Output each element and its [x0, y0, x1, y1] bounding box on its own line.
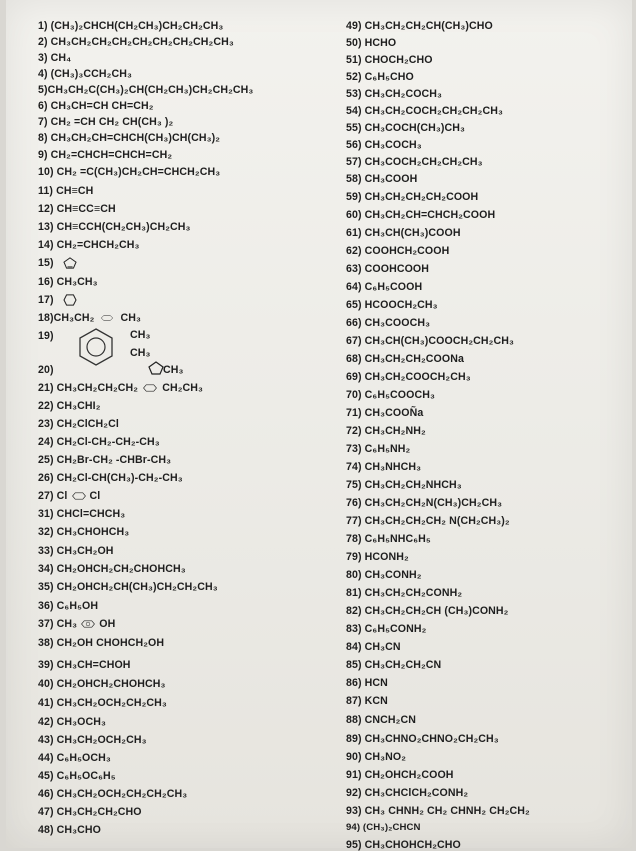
formula-number-20: 20)	[38, 364, 54, 376]
benzene-ring-icon	[81, 618, 95, 630]
formula-item-5: 5)CH₃CH₂C(CH₃)₂CH(CH₂CH₃)CH₂CH₂CH₃	[38, 84, 254, 96]
formula-item-58: 58) CH₃COOH	[346, 173, 418, 185]
formula-item-57: 57) CH₃COCH₂CH₂CH₂CH₃	[346, 156, 483, 168]
formula-item-93: 93) CH₃ CHNH₂ CH₂ CHNH₂ CH₂CH₂	[346, 805, 530, 817]
formula-item-19	[38, 330, 54, 342]
benzene-ring-icon	[76, 326, 116, 368]
formula-item-12: 12) CH≡CC≡CH	[38, 203, 116, 215]
formula-item-46: 46) CH₃CH₂OCH₂CH₂CH₂CH₃	[38, 788, 188, 800]
formula-item-95: 95) CH₃CHOHCH₂CHO	[346, 839, 461, 851]
formula-item-8: 8) CH₃CH₂CH=CHCH(CH₃)CH(CH₃)₂	[38, 132, 221, 144]
substituent-label: CH₂CH₃	[162, 382, 203, 394]
formula-item-82: 82) CH₃CH₂CH₂CH (CH₃)CONH₂	[346, 605, 509, 617]
formula-item-42: 42) CH₃OCH₃	[38, 716, 106, 728]
formula-item-18	[38, 312, 141, 324]
formula-item-25: 25) CH₂Br-CH₂ -CHBr-CH₃	[38, 454, 172, 466]
formula-item-16: 16) CH₃CH₃	[38, 276, 98, 288]
formula-item-53: 53) CH₃CH₂COCH₃	[346, 88, 443, 100]
formula-text-27: 27) Cl	[38, 490, 68, 502]
formula-item-68: 68) CH₃CH₂CH₂COONa	[346, 353, 464, 365]
formula-item-3: 3) CH₄	[38, 52, 72, 64]
cyclohexane-ring-icon	[143, 382, 157, 394]
formula-item-51: 51) CHOCH₂CHO	[346, 54, 433, 66]
formula-item-6: 6) CH₃CH=CH CH=CH₂	[38, 100, 154, 112]
cyclohexane-ring-icon	[63, 294, 77, 306]
formula-item-17	[38, 294, 77, 306]
formula-item-1: 1) (CH₃)₂CHCH(CH₂CH₃)CH₂CH₂CH₃	[38, 20, 224, 32]
formula-item-56: 56) CH₃COCH₃	[346, 139, 422, 151]
formula-item-31: 31) CHCl=CHCH₃	[38, 508, 126, 520]
formula-item-84: 84) CH₃CN	[346, 641, 401, 653]
formula-item-21	[38, 382, 203, 394]
formula-item-32: 32) CH₃CHOHCH₃	[38, 526, 130, 538]
worksheet-page	[6, 0, 632, 851]
formula-item-72: 72) CH₃CH₂NH₂	[346, 425, 426, 437]
formula-number-17: 17)	[38, 294, 54, 306]
formula-item-79: 79) HCONH₂	[346, 551, 409, 563]
formula-item-10: 10) CH₂ =C(CH₃)CH₂CH=CHCH₂CH₃	[38, 166, 221, 178]
cyclohexane-ring-icon	[100, 312, 114, 324]
formula-item-52: 52) C₆H₅CHO	[346, 71, 414, 83]
formula-item-92: 92) CH₃CHClCH₂CONH₂	[346, 787, 469, 799]
formula-item-83: 83) C₆H₅CONH₂	[346, 623, 427, 635]
substituent-label: CH₃	[130, 329, 151, 341]
formula-text-21: 21) CH₃CH₂CH₂CH₂	[38, 382, 139, 394]
formula-item-20	[38, 364, 54, 376]
formula-item-9: 9) CH₂=CHCH=CHCH=CH₂	[38, 149, 173, 161]
formula-text-37: 37) CH₃	[38, 618, 78, 630]
formula-item-2: 2) CH₃CH₂CH₂CH₂CH₂CH₂CH₂CH₂CH₃	[38, 36, 234, 48]
formula-item-45: 45) C₆H₅OC₆H₅	[38, 770, 116, 782]
formula-item-61: 61) CH₃CH(CH₃)COOH	[346, 227, 461, 239]
formula-item-91: 91) CH₂OHCH₂COOH	[346, 769, 454, 781]
dimethylbenzene-figure	[76, 326, 116, 368]
formula-item-7: 7) CH₂ =CH CH₂ CH(CH₃ )₂	[38, 116, 174, 128]
formula-item-33: 33) CH₃CH₂OH	[38, 545, 114, 557]
formula-item-80: 80) CH₃CONH₂	[346, 569, 422, 581]
formula-item-66: 66) CH₃COOCH₃	[346, 317, 431, 329]
formula-item-73: 73) C₆H₅NH₂	[346, 443, 411, 455]
formula-item-74: 74) CH₃NHCH₃	[346, 461, 422, 473]
substituent-label: Cl	[89, 490, 101, 502]
formula-item-85: 85) CH₃CH₂CH₂CN	[346, 659, 442, 671]
cyclohexane-ring-icon	[72, 490, 86, 502]
formula-item-37	[38, 618, 115, 630]
formula-item-69: 69) CH₃CH₂COOCH₂CH₃	[346, 371, 471, 383]
formula-item-50: 50) HCHO	[346, 37, 397, 49]
formula-item-35: 35) CH₂OHCH₂CH(CH₃)CH₂CH₂CH₃	[38, 581, 218, 593]
formula-item-64: 64) C₆H₅COOH	[346, 281, 423, 293]
formula-item-78: 78) C₆H₅NHC₆H₅	[346, 533, 431, 545]
formula-item-81: 81) CH₃CH₂CH₂CONH₂	[346, 587, 463, 599]
formula-item-24: 24) CH₂Cl-CH₂-CH₂-CH₃	[38, 436, 160, 448]
formula-text-18: 18)CH₃CH₂	[38, 312, 95, 324]
formula-item-43: 43) CH₃CH₂OCH₂CH₃	[38, 734, 147, 746]
formula-item-27	[38, 490, 100, 502]
substituent-label: CH₃	[163, 364, 184, 376]
methylcyclopentane-figure	[148, 361, 164, 375]
formula-item-89: 89) CH₃CHNO₂CHNO₂CH₂CH₃	[346, 733, 499, 745]
formula-item-4: 4) (CH₃)₃CCH₂CH₃	[38, 68, 132, 80]
formula-item-60: 60) CH₃CH₂CH=CHCH₂COOH	[346, 209, 496, 221]
formula-item-87: 87) KCN	[346, 695, 388, 707]
formula-item-59: 59) CH₃CH₂CH₂CH₂COOH	[346, 191, 479, 203]
formula-item-65: 65) HCOOCH₂CH₃	[346, 299, 438, 311]
formula-item-70: 70) C₆H₅COOCH₃	[346, 389, 435, 401]
formula-item-38: 38) CH₂OH CHOHCH₂OH	[38, 637, 165, 649]
formula-item-44: 44) C₆H₅OCH₃	[38, 752, 111, 764]
formula-item-71: 71) CH₃COOÑa	[346, 407, 424, 419]
formula-item-11: 11) CH≡CH	[38, 185, 94, 197]
formula-item-23: 23) CH₂ClCH₂Cl	[38, 418, 119, 430]
formula-item-47: 47) CH₃CH₂CH₂CHO	[38, 806, 142, 818]
formula-item-88: 88) CNCH₂CN	[346, 714, 416, 726]
formula-item-40: 40) CH₂OHCH₂CHOHCH₃	[38, 678, 166, 690]
formula-item-36: 36) C₆H₅OH	[38, 600, 99, 612]
formula-number-19: 19)	[38, 330, 54, 342]
formula-number-15: 15)	[38, 257, 54, 269]
formula-item-49: 49) CH₃CH₂CH₂CH(CH₃)CHO	[346, 20, 493, 32]
formula-item-15	[38, 257, 77, 269]
formula-item-22: 22) CH₃CHI₂	[38, 400, 101, 412]
formula-item-63: 63) COOHCOOH	[346, 263, 430, 275]
substituent-label: OH	[99, 618, 116, 630]
formula-item-67: 67) CH₃CH(CH₃)COOCH₂CH₂CH₃	[346, 335, 514, 347]
formula-item-54: 54) CH₃CH₂COCH₂CH₂CH₂CH₃	[346, 105, 503, 117]
formula-item-77: 77) CH₃CH₂CH₂CH₂ N(CH₂CH₃)₂	[346, 515, 510, 527]
formula-item-14: 14) CH₂=CHCH₂CH₃	[38, 239, 140, 251]
substituent-label: CH₃	[120, 312, 142, 324]
formula-item-62: 62) COOHCH₂COOH	[346, 245, 450, 257]
formula-item-90: 90) CH₃NO₂	[346, 751, 407, 763]
formula-item-75: 75) CH₃CH₂CH₂NHCH₃	[346, 479, 462, 491]
formula-item-55: 55) CH₃COCH(CH₃)CH₃	[346, 122, 466, 134]
formula-item-76: 76) CH₃CH₂CH₂N(CH₃)CH₂CH₃	[346, 497, 503, 509]
cyclopentadiene-ring-icon	[63, 257, 77, 269]
substituent-label: CH₃	[130, 347, 151, 359]
cyclopentane-ring-icon	[148, 361, 164, 375]
formula-item-86: 86) HCN	[346, 677, 388, 689]
formula-item-41: 41) CH₃CH₂OCH₂CH₂CH₃	[38, 697, 167, 709]
formula-item-48: 48) CH₃CHO	[38, 824, 101, 836]
formula-item-94: 94) (CH₃)₂CHCN	[346, 822, 421, 833]
formula-item-13: 13) CH≡CCH(CH₂CH₃)CH₂CH₃	[38, 221, 191, 233]
formula-item-26: 26) CH₂Cl-CH(CH₃)-CH₂-CH₃	[38, 472, 183, 484]
formula-item-34: 34) CH₂OHCH₂CH₂CHOHCH₃	[38, 563, 186, 575]
formula-item-39: 39) CH₃CH=CHOH	[38, 659, 131, 671]
